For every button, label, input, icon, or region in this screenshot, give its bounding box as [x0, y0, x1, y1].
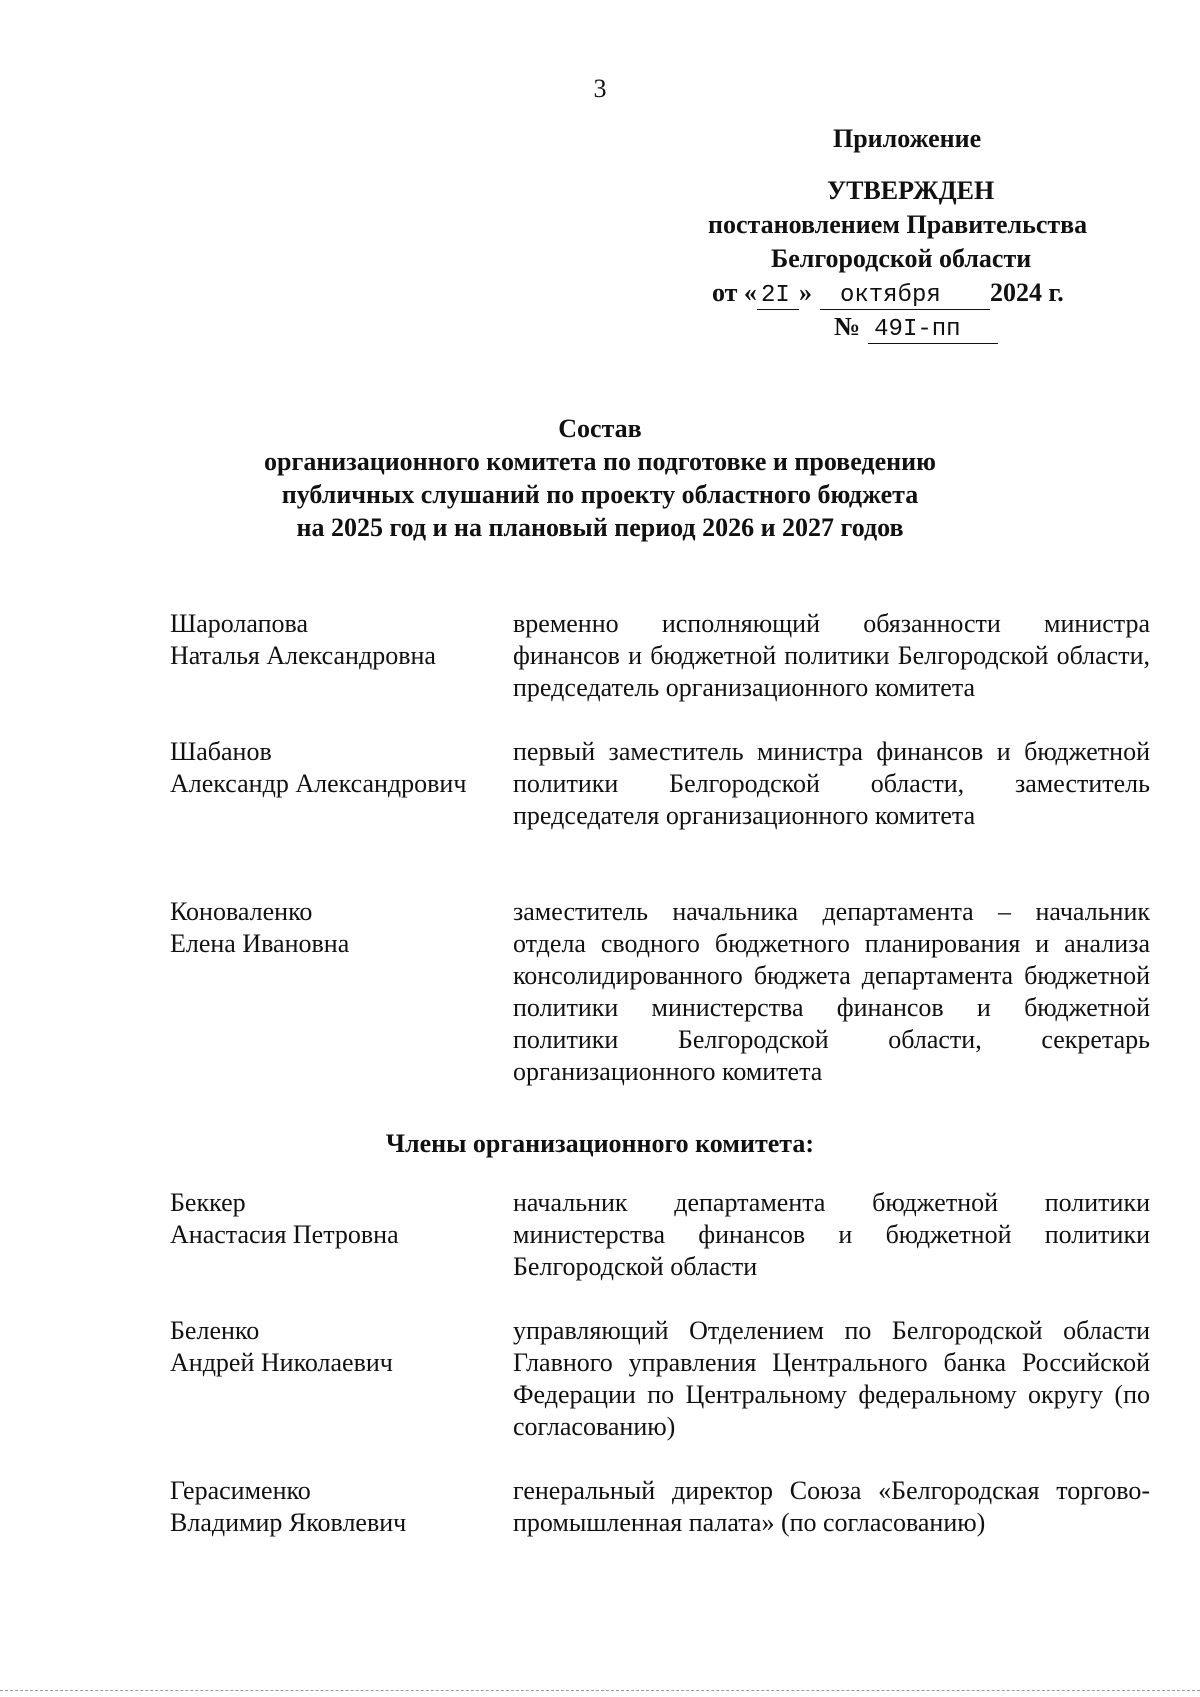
- person-name: [170, 1475, 500, 1539]
- person-given-names: Андрей Николаевич: [170, 1348, 393, 1377]
- title-line-4: на 2025 год и на плановый период 2026 и 2027 годов: [296, 513, 904, 542]
- person-name: [170, 1315, 500, 1379]
- title-line-1: Состав: [558, 414, 642, 443]
- decree-number-field: 49I-пп: [868, 317, 998, 344]
- decree-label: постановлением Правительства: [708, 210, 1088, 239]
- person-name: [170, 896, 500, 960]
- person-given-names: Владимир Яковлевич: [170, 1508, 407, 1537]
- person-role: первый заместитель министра финансов и бюджетной политики Белгородской области, заместитель председателя организационного комитета: [513, 737, 1150, 830]
- person-name: [170, 1187, 500, 1251]
- page-number: 3: [593, 74, 607, 103]
- person-role: генеральный директор Союза «Белгородская торгово-промышленная палата» (по согласованию): [513, 1476, 1150, 1537]
- person-given-names: Александр Александрович: [170, 769, 467, 798]
- date-prefix: от «: [712, 278, 757, 307]
- decree-date: [712, 276, 1064, 310]
- person-role: заместитель начальника департамента – начальник отдела сводного бюджетного планирования и анализа консолидированного бюджета департамента бюджетной политики министерства финансов и бюджетной политики Белгородской области, секретарь организационного комитета: [513, 897, 1150, 1086]
- region-label: Белгородской области: [771, 244, 1032, 273]
- person-name: [170, 608, 500, 672]
- number-prefix: №: [834, 312, 861, 341]
- date-day-close: »: [798, 278, 812, 307]
- person-role: начальник департамента бюджетной политики министерства финансов и бюджетной политики Белгородской области: [513, 1188, 1150, 1281]
- person-name: [170, 736, 500, 800]
- date-month-field: октября: [820, 283, 990, 310]
- person-surname: Шаролапова: [170, 609, 308, 638]
- person-surname: Герасименко: [170, 1476, 311, 1505]
- title-line-2: организационного комитета по подготовке и проведению: [264, 447, 936, 476]
- title-line-3: публичных слушаний по проекту областного бюджета: [281, 480, 919, 509]
- person-given-names: Наталья Александровна: [170, 641, 436, 670]
- date-year: 2024 г.: [989, 278, 1064, 307]
- person-surname: Беленко: [170, 1316, 260, 1345]
- person-given-names: Анастасия Петровна: [170, 1220, 399, 1249]
- person-surname: Шабанов: [170, 737, 272, 766]
- decree-number: [834, 310, 998, 344]
- person-surname: Коноваленко: [170, 897, 313, 926]
- person-surname: Беккер: [170, 1188, 246, 1217]
- person-role: временно исполняющий обязанности министра финансов и бюджетной политики Белгородской области, председатель организационного комитета: [513, 609, 1150, 702]
- date-day-field: 2I: [757, 283, 799, 310]
- appendix-label: Приложение: [833, 124, 982, 153]
- approved-label: УТВЕРЖДЕН: [827, 176, 995, 205]
- scan-edge-line: [0, 1690, 1200, 1691]
- person-role: управляющий Отделением по Белгородской области Главного управления Центрального банка Российской Федерации по Центральному федеральному округу (по согласованию): [513, 1316, 1150, 1441]
- person-given-names: Елена Ивановна: [170, 929, 350, 958]
- document-title: [0, 412, 1200, 544]
- members-heading: Члены организационного комитета:: [385, 1129, 815, 1158]
